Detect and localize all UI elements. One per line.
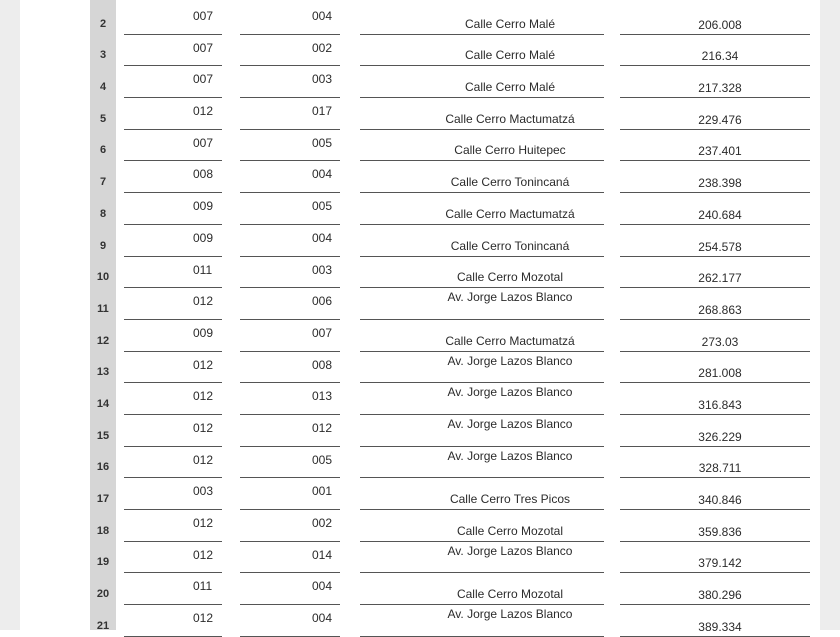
cell-street: Av. Jorge Lazos Blanco	[447, 607, 573, 622]
row-number: 11	[97, 302, 109, 315]
cell-code-a: 011	[193, 262, 213, 277]
row-number: 14	[96, 397, 110, 410]
cell-code-a: 012	[193, 452, 214, 467]
cell-street: Calle Cerro Mactumatzá	[445, 111, 575, 126]
cell-value: 328.711	[698, 461, 742, 476]
cell-value: 237.401	[698, 144, 742, 159]
cell-street: Calle Cerro Mactumatzá	[445, 206, 575, 221]
cell-street: Calle Cerro Malé	[464, 16, 556, 31]
row-number: 16	[96, 461, 110, 474]
table-row	[90, 130, 810, 162]
cell-code-a: 003	[193, 484, 214, 499]
viewer-right-margin	[820, 0, 840, 630]
cell-street: Calle Cerro Tres Picos	[449, 492, 571, 506]
cell-street: Calle Cerro Tonincaná	[450, 238, 570, 253]
table-row	[90, 66, 810, 98]
cell-code-b: 005	[312, 135, 333, 150]
cell-code-a: 012	[193, 104, 214, 119]
cell-code-b: 004	[312, 9, 333, 23]
row-number: 2	[99, 17, 107, 30]
row-number: 18	[96, 524, 110, 537]
cell-value: 340.846	[698, 493, 742, 507]
cell-street: Av. Jorge Lazos Blanco	[447, 543, 573, 558]
row-number: 3	[99, 49, 107, 62]
cell-value: 262.177	[698, 271, 742, 286]
cell-street: Calle Cerro Tonincaná	[450, 175, 570, 190]
row-number: 6	[99, 144, 107, 157]
table-row	[90, 3, 810, 35]
row-number: 12	[96, 334, 110, 347]
table-row	[90, 478, 810, 510]
cell-value: 359.836	[698, 524, 742, 539]
row-number: 10	[96, 271, 110, 284]
row-number: 9	[99, 239, 107, 252]
cell-code-b: 004	[312, 611, 333, 626]
cell-value: 268.863	[698, 302, 742, 317]
cell-code-a: 009	[193, 199, 214, 214]
cell-value: 240.684	[698, 207, 742, 222]
cell-street: Calle Cerro Malé	[464, 48, 556, 63]
viewer-left-margin	[0, 0, 20, 630]
table-row	[90, 320, 810, 352]
table-row	[90, 447, 810, 479]
cell-street: Av. Jorge Lazos Blanco	[447, 290, 573, 305]
cell-street: Av. Jorge Lazos Blanco	[447, 353, 573, 368]
cell-street: Calle Cerro Mozotal	[456, 270, 564, 285]
cell-code-a: 012	[193, 420, 214, 435]
cell-value: 254.578	[698, 239, 742, 254]
table-row	[90, 573, 810, 605]
cell-code-b: 017	[312, 104, 333, 119]
cell-code-a: 009	[193, 325, 214, 340]
cell-value: 216.34	[701, 49, 739, 64]
cell-street: Av. Jorge Lazos Blanco	[447, 416, 573, 431]
cell-value: 273.03	[701, 334, 739, 349]
cell-street: Calle Cerro Malé	[464, 80, 556, 95]
table-row	[90, 510, 810, 542]
cell-code-b: 012	[312, 420, 333, 435]
cell-code-a: 008	[193, 167, 214, 182]
table-row	[90, 352, 810, 384]
cell-code-a: 009	[193, 230, 214, 245]
row-number: 15	[96, 429, 110, 442]
row-number: 19	[96, 556, 110, 569]
cell-value: 238.398	[698, 176, 742, 191]
cell-code-b: 001	[312, 484, 333, 499]
cell-code-a: 012	[193, 294, 214, 309]
cell-value: 379.142	[698, 556, 742, 571]
row-number: 4	[99, 81, 107, 94]
cell-code-b: 004	[312, 167, 333, 182]
data-table	[90, 3, 810, 637]
cell-street: Calle Cerro Huitepec	[454, 143, 566, 158]
cell-street: Calle Cerro Mactumatzá	[445, 333, 575, 348]
cell-code-a: 012	[193, 516, 214, 530]
table-row	[90, 193, 810, 225]
row-number: 13	[96, 366, 110, 379]
cell-code-b: 004	[312, 579, 333, 594]
cell-code-a: 012	[193, 357, 214, 372]
row-number: 5	[99, 112, 107, 125]
cell-code-b: 006	[312, 294, 333, 309]
cell-value: 229.476	[698, 112, 742, 127]
cell-code-b: 008	[312, 357, 333, 372]
table-row	[90, 288, 810, 320]
row-number: 21	[96, 619, 110, 632]
cell-value: 217.328	[698, 81, 742, 96]
cell-code-a: 007	[193, 135, 214, 150]
cell-code-a: 011	[193, 579, 213, 594]
cell-code-a: 012	[193, 611, 214, 626]
cell-code-b: 013	[312, 389, 333, 404]
cell-code-b: 002	[312, 516, 333, 530]
cell-code-a: 012	[193, 389, 214, 404]
cell-value: 326.229	[698, 429, 742, 444]
cell-street: Av. Jorge Lazos Blanco	[447, 448, 573, 463]
row-number: 8	[99, 207, 107, 220]
cell-code-b: 003	[312, 72, 333, 87]
cell-code-b: 005	[312, 452, 333, 467]
table-row	[90, 383, 810, 415]
cell-code-b: 003	[312, 262, 333, 277]
cell-code-a: 007	[193, 9, 214, 23]
table-row	[90, 257, 810, 289]
cell-value: 281.008	[698, 366, 742, 381]
cell-code-b: 014	[312, 547, 333, 562]
row-number: 20	[96, 588, 110, 601]
cell-code-b: 004	[312, 230, 333, 245]
cell-value: 316.843	[698, 397, 742, 412]
row-number: 17	[96, 493, 110, 505]
table-row	[90, 225, 810, 257]
cell-value: 389.334	[698, 619, 742, 634]
cell-street: Av. Jorge Lazos Blanco	[447, 385, 573, 400]
cell-street: Calle Cerro Mozotal	[456, 587, 564, 602]
cell-value: 380.296	[698, 588, 742, 603]
cell-code-b: 007	[312, 325, 333, 340]
table-row	[90, 161, 810, 193]
table-row	[90, 415, 810, 447]
table-row	[90, 605, 810, 637]
cell-code-a: 007	[193, 40, 214, 55]
cell-code-a: 007	[193, 72, 214, 87]
table-row	[90, 35, 810, 67]
cell-value: 206.008	[698, 17, 742, 32]
cell-code-a: 012	[193, 547, 214, 562]
cell-code-b: 005	[312, 199, 333, 214]
cell-code-b: 002	[312, 40, 333, 55]
table-row	[90, 542, 810, 574]
document-page	[20, 0, 820, 634]
table-row	[90, 98, 810, 130]
row-number: 7	[99, 176, 107, 189]
cell-street: Calle Cerro Mozotal	[456, 523, 564, 538]
